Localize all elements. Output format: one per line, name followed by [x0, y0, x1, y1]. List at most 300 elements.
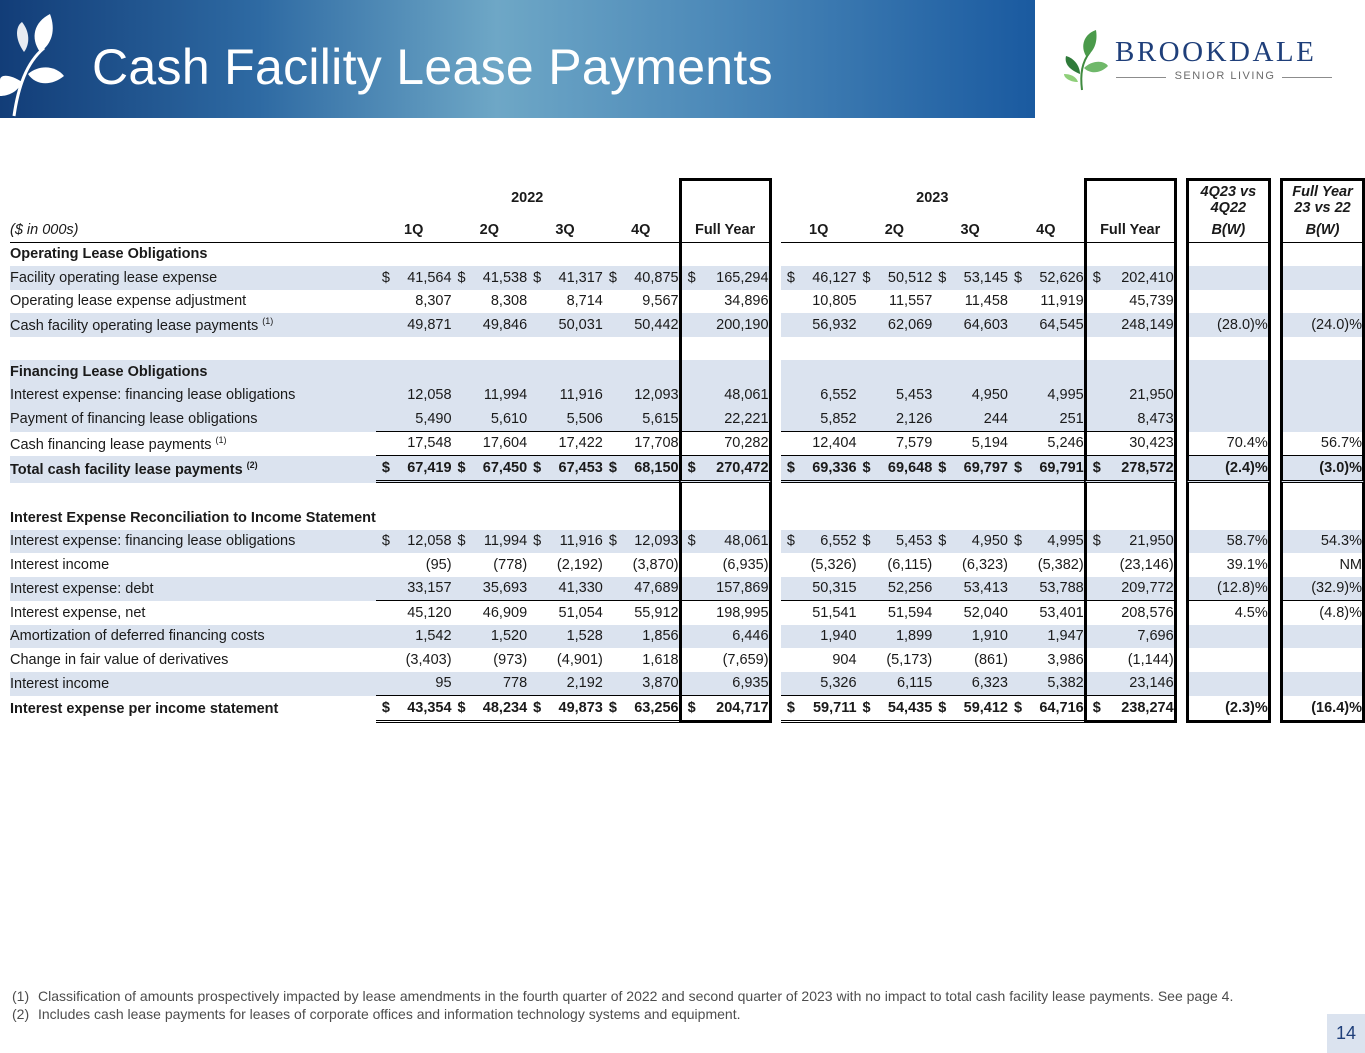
spacer [1177, 696, 1186, 723]
value-cell [781, 506, 857, 530]
table-row [10, 407, 1365, 432]
change-cell [1280, 648, 1365, 672]
value-cell: $ 11,916 [527, 530, 603, 554]
value-cell: 157,869 [679, 577, 772, 602]
value-cell: 6,552 [781, 384, 857, 408]
value-cell: 5,852 [781, 407, 857, 432]
spacer [1271, 456, 1280, 483]
value-cell: (23,146) [1084, 553, 1177, 577]
value-cell: 2,192 [527, 672, 603, 697]
spacer [772, 360, 781, 384]
value-cell: $ 69,791 [1008, 456, 1084, 483]
value-cell [527, 483, 603, 507]
value-cell: 50,315 [781, 577, 857, 602]
value-cell: $ 68,150 [603, 456, 679, 483]
spacer [772, 337, 781, 361]
change-cell: (2.3)% [1186, 696, 1271, 723]
change-header-quarter: 4Q23 vs 4Q22 [1186, 178, 1271, 218]
row-label-text: Payment of financing lease obligations [10, 411, 258, 428]
value-cell: 64,545 [1008, 313, 1084, 337]
row-label [10, 553, 376, 577]
spacer [772, 506, 781, 530]
value-cell: 22,221 [679, 407, 772, 432]
value-cell [376, 483, 452, 507]
spacer [1271, 601, 1280, 625]
value-cell [857, 243, 933, 267]
value-cell: 1,528 [527, 625, 603, 649]
table-row [10, 530, 1365, 554]
value-cell: 12,404 [781, 432, 857, 457]
logo-rule-right [1282, 77, 1332, 78]
row-label [10, 432, 376, 457]
spacer [772, 313, 781, 337]
value-cell: 11,919 [1040, 293, 1084, 310]
row-label [10, 625, 376, 649]
change-cell [1280, 360, 1365, 384]
value-cell [1008, 360, 1084, 384]
value-cell: $ 278,572 [1084, 456, 1177, 483]
period-header: 4Q [603, 218, 679, 243]
value-cell [452, 506, 528, 530]
row-label [10, 672, 376, 697]
change-cell: (28.0)% [1186, 313, 1271, 337]
spacer [1271, 178, 1280, 218]
value-cell: 55,912 [634, 604, 679, 621]
value-cell: 1,899 [857, 625, 933, 649]
change-cell [1186, 360, 1271, 384]
value-cell: 35,693 [452, 577, 528, 602]
spacer [1271, 290, 1280, 314]
value-cell: 4,950 [932, 384, 1008, 408]
value-cell: $ 41,317 [527, 266, 603, 290]
box-top [679, 178, 772, 218]
spacer [1177, 506, 1186, 530]
year-header-2023: 2023 [916, 190, 949, 206]
lease-payments-table [10, 178, 1365, 723]
value-cell: 49,871 [376, 313, 452, 337]
spacer [1177, 313, 1186, 337]
change-cell: (12.8)% [1186, 577, 1271, 602]
logo-name: BROOKDALE [1115, 36, 1317, 68]
spacer [1271, 530, 1280, 554]
change-cell: (16.4)% [1280, 696, 1365, 723]
value-cell: (6,115) [887, 556, 933, 573]
change-cell [1280, 625, 1365, 649]
value-cell: 904 [832, 651, 857, 668]
value-cell: $ 59,711 [781, 696, 857, 723]
value-cell: 8,307 [415, 293, 452, 310]
value-cell: 49,846 [452, 313, 528, 337]
spacer [772, 601, 781, 625]
value-cell: (6,935) [679, 553, 772, 577]
page-number: 14 [1327, 1014, 1365, 1053]
spacer [1271, 337, 1280, 361]
row-label-text: Interest income [10, 675, 110, 692]
value-cell: $ 48,234 [452, 696, 528, 723]
value-cell: $ 204,717 [679, 696, 772, 723]
value-cell: 23,146 [1084, 672, 1177, 697]
box-top [1084, 178, 1177, 218]
value-cell [527, 337, 603, 361]
value-cell: 3,986 [1047, 651, 1084, 668]
spacer [1271, 407, 1280, 432]
value-cell: $ 67,453 [527, 456, 603, 483]
table-row [10, 672, 1365, 697]
spacer [1271, 506, 1280, 530]
value-cell: (3,403) [405, 651, 452, 668]
value-cell: 5,382 [1008, 672, 1084, 697]
value-cell: 208,576 [1084, 601, 1177, 625]
change-cell [1186, 337, 1271, 361]
row-label [10, 266, 376, 290]
value-cell [679, 337, 772, 361]
spacer [1177, 456, 1186, 483]
value-cell: 1,856 [603, 625, 679, 649]
change-cell: (4.8)% [1280, 601, 1365, 625]
value-cell [603, 360, 679, 384]
value-cell: $ 53,145 [932, 266, 1008, 290]
value-cell: $ 49,873 [527, 696, 603, 723]
section-label: Interest Expense Reconciliation to Income Statement [10, 509, 376, 526]
table-row [10, 266, 1365, 290]
change-cell [1186, 407, 1271, 432]
value-cell: $ 54,435 [857, 696, 933, 723]
spacer [1177, 483, 1186, 507]
value-cell: (7,659) [679, 648, 772, 672]
row-label [10, 456, 376, 483]
row-label-text: Cash financing lease payments [10, 436, 212, 453]
spacer [772, 218, 781, 243]
value-cell [603, 483, 679, 507]
value-cell: 11,994 [452, 384, 528, 408]
footnote-ref: (1) [262, 315, 274, 326]
value-cell: 8,714 [566, 293, 603, 310]
value-cell: (861) [974, 651, 1008, 668]
value-cell: $ 21,950 [1084, 530, 1177, 554]
table-row [10, 577, 1365, 602]
value-cell: 53,401 [1039, 604, 1084, 621]
value-cell: 62,069 [857, 313, 933, 337]
spacer [772, 243, 781, 267]
value-cell: 1,520 [452, 625, 528, 649]
logo-tagline: SENIOR LIVING [1174, 70, 1276, 82]
spacer [1177, 625, 1186, 649]
value-cell [932, 243, 1008, 267]
value-cell: 8,308 [490, 293, 528, 310]
value-cell: 248,149 [1084, 313, 1177, 337]
value-cell: 11,458 [964, 293, 1008, 310]
spacer [1177, 553, 1186, 577]
period-header: 3Q [527, 218, 603, 243]
value-cell: 2,126 [857, 407, 933, 432]
value-cell: 51,594 [887, 604, 933, 621]
spacer [1177, 178, 1186, 218]
change-cell [1186, 266, 1271, 290]
blank-cell [10, 483, 376, 507]
spacer [1271, 672, 1280, 697]
value-cell: 5,194 [932, 432, 1008, 457]
value-cell [376, 360, 452, 384]
value-cell [527, 360, 603, 384]
value-cell: $ 5,453 [857, 530, 933, 554]
value-cell [1008, 337, 1084, 361]
change-cell [1186, 506, 1271, 530]
value-cell: $ 69,648 [857, 456, 933, 483]
value-cell: 8,473 [1084, 407, 1177, 432]
footnote-ref: (1) [215, 434, 227, 445]
value-cell: 53,413 [932, 577, 1008, 602]
value-cell: 34,896 [679, 290, 772, 314]
spacer [1271, 360, 1280, 384]
value-cell: 1,618 [642, 651, 679, 668]
spacer [772, 407, 781, 432]
value-cell [857, 360, 933, 384]
change-cell: 56.7% [1280, 432, 1365, 457]
row-label [10, 601, 376, 625]
value-cell [1084, 483, 1177, 507]
row-label-text: Amortization of deferred financing costs [10, 628, 265, 645]
change-cell [1186, 648, 1271, 672]
value-cell: 198,995 [679, 601, 772, 625]
value-cell: 47,689 [603, 577, 679, 602]
change-cell: (2.4)% [1186, 456, 1271, 483]
row-label [10, 313, 376, 337]
spacer [772, 553, 781, 577]
row-label [10, 290, 376, 314]
period-header: 2Q [857, 218, 933, 243]
header-row-periods [10, 218, 1365, 243]
change-cell: (24.0)% [1280, 313, 1365, 337]
value-cell: 30,423 [1084, 432, 1177, 457]
value-cell: 5,506 [527, 407, 603, 432]
value-cell: 51,541 [812, 604, 857, 621]
table-row [10, 648, 1365, 672]
spacer [772, 696, 781, 723]
value-cell: $ 202,410 [1084, 266, 1177, 290]
value-cell: $ 64,716 [1008, 696, 1084, 723]
value-cell [1084, 506, 1177, 530]
blank-row [10, 483, 1365, 507]
spacer [1177, 407, 1186, 432]
value-cell: $ 67,450 [452, 456, 528, 483]
section-label: Financing Lease Obligations [10, 360, 376, 384]
value-cell [376, 506, 452, 530]
change-cell [1280, 290, 1365, 314]
row-label [10, 384, 376, 408]
value-cell: 17,604 [452, 432, 528, 457]
spacer [772, 530, 781, 554]
value-cell: $ 48,061 [679, 530, 772, 554]
value-cell [857, 483, 933, 507]
spacer [1271, 577, 1280, 602]
value-cell [932, 506, 1008, 530]
value-cell [1008, 243, 1084, 267]
value-cell [781, 483, 857, 507]
value-cell: 45,739 [1084, 290, 1177, 314]
row-label [10, 577, 376, 602]
value-cell: (95) [425, 556, 452, 573]
value-cell: 6,446 [679, 625, 772, 649]
value-cell [452, 337, 528, 361]
footnote-ref: (2) [246, 460, 258, 471]
value-cell: 6,323 [932, 672, 1008, 697]
row-label-text: Interest income [10, 556, 110, 573]
change-cell: NM [1280, 553, 1365, 577]
value-cell: $ 11,994 [452, 530, 528, 554]
value-cell: 251 [1008, 407, 1084, 432]
value-cell: $ 165,294 [679, 266, 772, 290]
value-cell: 5,615 [603, 407, 679, 432]
period-header: 2Q [452, 218, 528, 243]
spacer [1271, 696, 1280, 723]
value-cell: (3,870) [632, 556, 679, 573]
row-label-text: Interest expense: financing lease obligations [10, 533, 296, 550]
value-cell [781, 337, 857, 361]
spacer [1177, 648, 1186, 672]
value-cell: 3,870 [603, 672, 679, 697]
spacer [1271, 432, 1280, 457]
row-label-text: Total cash facility lease payments [10, 462, 243, 479]
value-cell: (6,323) [962, 556, 1008, 573]
spacer [772, 672, 781, 697]
spacer [772, 290, 781, 314]
value-cell: 244 [932, 407, 1008, 432]
spacer [1271, 266, 1280, 290]
value-cell: 12,093 [603, 384, 679, 408]
section-label: Operating Lease Obligations [10, 246, 208, 263]
change-cell [1280, 672, 1365, 697]
spacer [1271, 625, 1280, 649]
value-cell: 5,453 [857, 384, 933, 408]
row-label-text: Operating lease expense adjustment [10, 293, 247, 310]
change-header-full-year: Full Year 23 vs 22 [1280, 178, 1365, 218]
value-cell: $ 12,058 [376, 530, 452, 554]
value-cell [452, 360, 528, 384]
value-cell: $ 50,512 [857, 266, 933, 290]
value-cell [679, 483, 772, 507]
spacer [772, 577, 781, 602]
row-label [10, 648, 376, 672]
section-row [10, 360, 1365, 384]
change-cell [1280, 337, 1365, 361]
blank-row [10, 337, 1365, 361]
value-cell: 6,935 [679, 672, 772, 697]
value-cell: 52,040 [963, 604, 1008, 621]
row-label-text: Interest expense: financing lease obligations [10, 387, 296, 404]
change-cell [1280, 483, 1365, 507]
row-label [10, 530, 376, 554]
value-cell: 52,256 [857, 577, 933, 602]
row-label [10, 696, 376, 723]
spacer [1177, 530, 1186, 554]
value-cell [452, 243, 528, 267]
table-row [10, 290, 1365, 314]
value-cell: $ 63,256 [603, 696, 679, 723]
value-cell: $ 41,538 [452, 266, 528, 290]
footnote: (1) Classification of amounts prospectively impacted by lease amendments in the fourth quarter of 2022 and second quarter of 2023 with no impact to total cash facility lease payments. See page 4. [12, 988, 1234, 1004]
value-cell: (1,144) [1084, 648, 1177, 672]
change-cell [1280, 506, 1365, 530]
page-title: Cash Facility Lease Payments [92, 39, 773, 95]
spacer [1177, 601, 1186, 625]
change-cell [1186, 672, 1271, 697]
period-header: 4Q [1008, 218, 1084, 243]
change-cell [1186, 625, 1271, 649]
row-label [10, 407, 376, 432]
value-cell [1084, 337, 1177, 361]
value-cell: 48,061 [679, 384, 772, 408]
value-cell [781, 360, 857, 384]
value-cell: 5,610 [452, 407, 528, 432]
value-cell [527, 243, 603, 267]
value-cell: (778) [493, 556, 528, 573]
value-cell [1084, 243, 1177, 267]
value-cell [857, 337, 933, 361]
value-cell: $ 40,875 [603, 266, 679, 290]
value-cell [857, 506, 933, 530]
change-cell: 58.7% [1186, 530, 1271, 554]
value-cell: 10,805 [812, 293, 857, 310]
value-cell: 5,490 [376, 407, 452, 432]
change-cell [1280, 243, 1365, 267]
period-header: 1Q [376, 218, 452, 243]
value-cell: $ 46,127 [781, 266, 857, 290]
value-cell: 9,567 [642, 293, 679, 310]
value-cell: 1,542 [376, 625, 452, 649]
value-cell: 17,422 [527, 432, 603, 457]
spacer [772, 483, 781, 507]
value-cell [603, 506, 679, 530]
value-cell: 1,940 [781, 625, 857, 649]
value-cell [1084, 360, 1177, 384]
period-header: 3Q [932, 218, 1008, 243]
value-cell: $ 52,626 [1008, 266, 1084, 290]
spacer [1177, 432, 1186, 457]
table-row [10, 313, 1365, 337]
period-header: Full Year [679, 218, 772, 243]
value-cell: 70,282 [679, 432, 772, 457]
value-cell: 51,054 [558, 604, 603, 621]
value-cell: 64,603 [932, 313, 1008, 337]
value-cell [932, 483, 1008, 507]
section-row [10, 506, 1365, 530]
value-cell [452, 483, 528, 507]
spacer [1177, 577, 1186, 602]
spacer [1177, 360, 1186, 384]
value-cell: 5,326 [781, 672, 857, 697]
value-cell: 12,058 [376, 384, 452, 408]
value-cell: (973) [493, 651, 528, 668]
value-cell: 209,772 [1084, 577, 1177, 602]
year-header-2022: 2022 [511, 190, 544, 206]
value-cell: 1,910 [932, 625, 1008, 649]
value-cell: (2,192) [556, 556, 603, 573]
period-header: Full Year [1084, 218, 1177, 243]
change-cell [1186, 290, 1271, 314]
row-label-text: Change in fair value of derivatives [10, 651, 229, 668]
unit-label: ($ in 000s) [10, 218, 376, 243]
value-cell: $ 12,093 [603, 530, 679, 554]
table-row [10, 696, 1365, 723]
blank-cell [10, 337, 376, 361]
row-label-text: Facility operating lease expense [10, 269, 218, 286]
value-cell: 6,115 [857, 672, 933, 697]
value-cell [1008, 483, 1084, 507]
value-cell [679, 243, 772, 267]
header-blank [10, 178, 376, 218]
brookdale-logo [1060, 26, 1340, 96]
value-cell: 56,932 [781, 313, 857, 337]
